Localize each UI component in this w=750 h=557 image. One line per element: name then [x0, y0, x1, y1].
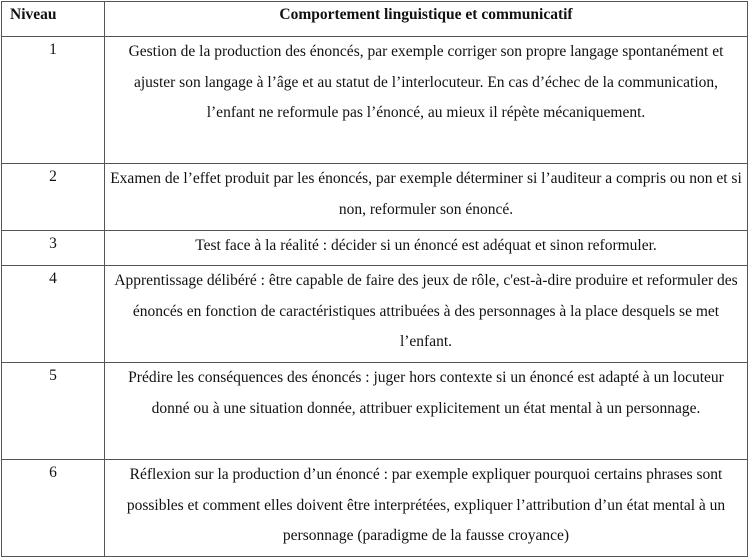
level-cell: 6 [2, 460, 105, 557]
description-cell: Apprentissage délibéré : être capable de faire des jeux de rôle, c'est-à-dire produire et reformuler des énoncés en fonction de caractéristiques attribuées à des personnages à la place desquels se met l’enfant. [105, 266, 748, 363]
description-cell: Gestion de la production des énoncés, par exemple corriger son propre langage spontanément et ajuster son langage à l’âge et au statut de l’interlocuteur. En cas d’échec de la communication, l’enfant ne reformule pas l’énoncé, au mieux il répète mécaniquement. [105, 37, 748, 164]
table-row [2, 363, 748, 460]
description-cell: Prédire les conséquences des énoncés : juger hors contexte si un énoncé est adapté à un locuteur donné ou à une situation donnée, attribuer explicitement un état mental à un personnage. [105, 363, 748, 460]
levels-table-container [1, 1, 748, 557]
level-cell: 5 [2, 363, 105, 460]
table-row [2, 37, 748, 164]
header-behavior: Comportement linguistique et communicatif [105, 2, 748, 37]
level-cell: 3 [2, 231, 105, 266]
description-cell: Test face à la réalité : décider si un énoncé est adéquat et sinon reformuler. [105, 231, 748, 266]
table-row [2, 266, 748, 363]
level-cell: 1 [2, 37, 105, 164]
table-header-row [2, 2, 748, 37]
levels-table [1, 1, 748, 557]
table-row [2, 164, 748, 231]
table-row [2, 231, 748, 266]
description-cell: Réflexion sur la production d’un énoncé : par exemple expliquer pourquoi certains phrases sont possibles et comment elles doivent être interprétées, expliquer l’attribution d’un état mental à un personnage (paradigme de la fausse croyance) [105, 460, 748, 557]
header-level: Niveau [2, 2, 105, 37]
level-cell: 2 [2, 164, 105, 231]
table-row [2, 460, 748, 557]
level-cell: 4 [2, 266, 105, 363]
description-cell: Examen de l’effet produit par les énoncés, par exemple déterminer si l’auditeur a compris ou non et si non, reformuler son énoncé. [105, 164, 748, 231]
